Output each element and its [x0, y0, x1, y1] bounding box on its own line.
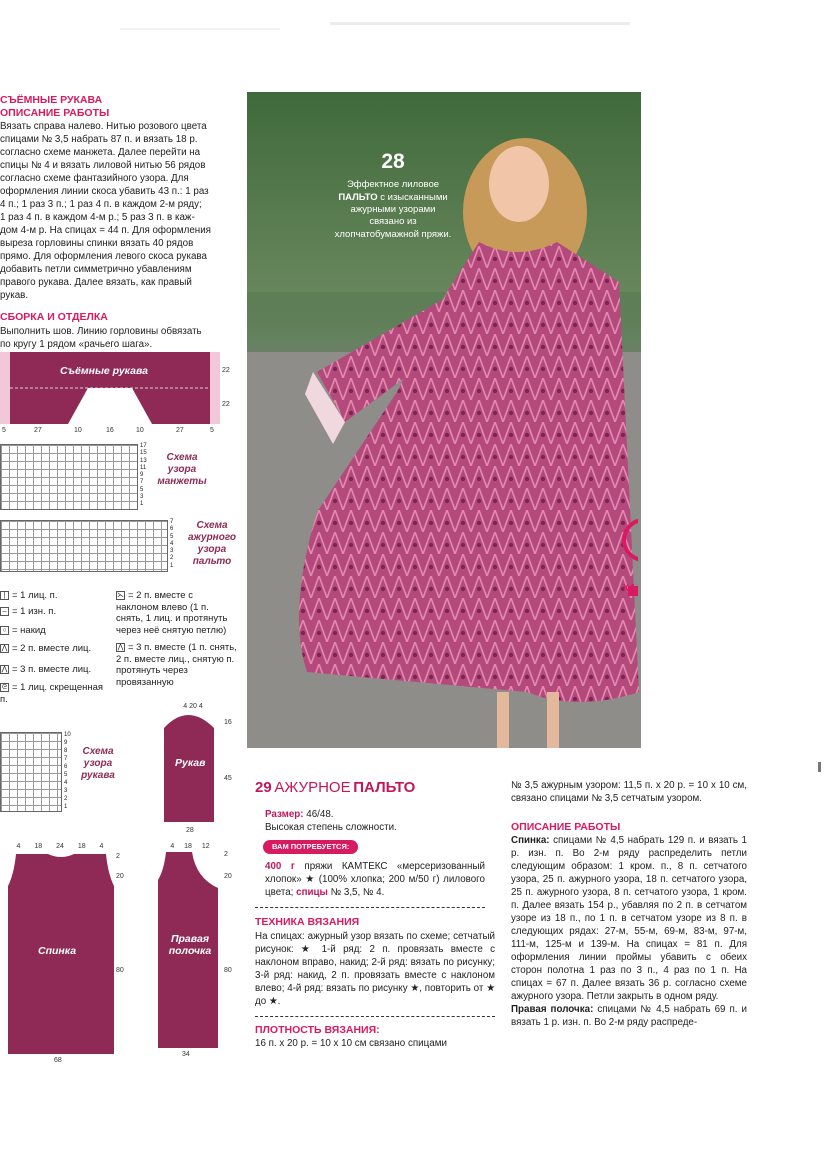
lace-chart-grid: [0, 520, 168, 572]
ssk-symbol-icon: ⋋: [117, 591, 124, 599]
yarn-over-symbol-icon: ○: [0, 626, 9, 635]
sleeve-desc: Вязать справа налево. Нитью розового цвета спицами № 3,5 набрать 87 п. и вязать 18 р. согласно схеме манжета. Далее перейти на спицы № 4 и вязать лиловой нитью 56 рядов согласно схеме фантазийного узора. Для оформления линии скоса убавить 43 п.: 1 раз 4 п.; 1 раз 3 п.; 1 раз 4 п. в каждом 2-м ряду; 1 раз 4 п. в каждом 4-м р.; 5 раз 3 п. в каж- дом 4-м р. На спицах = 44 п. Для оформления выреза горловины спинки вязать 40 рядов прямо. Для оформления левого скоса рукава добавить петли симметрично убавлениям правого рукава. Далее вязать, как правый рукав.: [0, 121, 211, 302]
lace-chart-row-numbers: 7 6 5 4 3 2 1: [170, 519, 174, 569]
heading-sleeves: СЪЁМНЫЕ РУКАВА: [0, 94, 103, 106]
legend-item: ⋋ = 2 п. вместе с наклоном влево (1 п. снять, 1 лиц. и протянуть через неё снятую петлю): [116, 590, 228, 636]
materials: 400 г пряжи КАМТЕКС «мерсеризованный хлопок» ★ (100% хлопка; 200 м/50 г) лилового цвета; спицы № 3,5, № 4.: [265, 861, 485, 899]
sleeve-chart-label: Схема узора рукава: [81, 746, 115, 781]
legend-item: ⋀ = 3 п. вместе (1 п. снять, 2 п. вместе лиц., снятую п. протянуть через провязанную: [116, 642, 237, 688]
article-column-2: [511, 779, 747, 1029]
difficulty: Высокая степень сложности.: [265, 822, 397, 834]
sk2p-symbol-icon: ⋀: [117, 643, 124, 651]
model-photo: [247, 92, 641, 748]
front-instructions: Правая полочка: спицами № 4,5 набрать 69 п. и вязать 1 р. изн. п. Во 2-м ряду распреде-: [511, 1004, 747, 1029]
cuff-chart-label: Схема узора манжеты: [157, 452, 207, 487]
sleeve-schematic: Съёмные рукава 5 27 10 16 10 27 5 22 22: [0, 352, 230, 432]
photo-caption: 28 Эффектное лиловое ПАЛЬТО с изысканными ажурными узорами связано из хлопчатобумажной пряжи.: [334, 150, 452, 240]
legend-item: ⋀ = 2 п. вместе лиц.: [1, 643, 92, 654]
left-description: [0, 94, 236, 351]
k3tog-symbol-icon: ⋀: [1, 665, 8, 673]
twisted-stitch-symbol-icon: ᘓ: [0, 683, 9, 692]
assembly-desc: Выполнить шов. Линию горловины обвязать по кругу 1 рядом «рачьего шага».: [0, 325, 202, 350]
density-cont: № 3,5 ажурным узором: 11,5 п. х 20 р. = 10 х 10 см, связано спицами № 3,5 сетчатым узором.: [511, 780, 747, 805]
sleeve-piece-label: Съёмные рукава: [60, 365, 148, 377]
knit-symbol-icon: |: [0, 591, 9, 600]
sleeve-chart-grid: [0, 732, 62, 812]
scan-artifacts: [0, 0, 830, 40]
back-instructions: Спинка: спицами № 4,5 набрать 129 п. и вязать 1 р. изн. п. Во 2-м ряду распределить петли следующим образом: 1 кром. п., 8 п. сетчатого узора, 25 п. ажурного узора, 18 п. сетчатого узора, 25 п. ажурного узора, 8 п. сетчатого узора, 1 кром. п. Далее вязать 154 р., убавляя по 2 п. в сетчатом узоре из 18 п., по 1 п. в сетчатом узоре из 8 п. в следующих рядах: 27-м, 55-м, 69-м, 83-м, 97-м, 111-м, 125-м и 139-м. На спицах = 81 п. Для оформления линии проймы убавить с обеих сторон полотна 1 раз по 3 п., 4 раз по 1 п. На спицах = 67 п. Далее вязать 36 р. согласно схеме ажурного узора. Петли закрыть в одном ряду.: [511, 835, 747, 1003]
cuff-chart-row-numbers: 17 15 13 11 9 7 5 3 1: [140, 443, 147, 508]
density-text: 16 п. х 20 р. = 10 х 10 см связано спицами: [255, 1037, 447, 1049]
article-column-1: [255, 778, 495, 1050]
k2tog-symbol-icon: ⋀: [1, 644, 8, 652]
heading-work-desc: ОПИСАНИЕ РАБОТЫ: [0, 107, 110, 120]
back-label: Спинка: [38, 945, 77, 957]
heading-assembly: СБОРКА И ОТДЕЛКА: [0, 311, 108, 324]
legend-item: ⋀ = 3 п. вместе лиц.: [1, 664, 92, 675]
lace-chart-label: Схема ажурного узора пальто: [187, 520, 237, 567]
need-badge: ВАМ ПОТРЕБУЕТСЯ:: [263, 840, 358, 854]
brand-fragment-text: КА: [623, 583, 637, 594]
work-heading: ОПИСАНИЕ РАБОТЫ: [511, 821, 621, 834]
legend-item: – = 1 изн. п.: [0, 606, 110, 618]
legend-item: ᘓ = 1 лиц. скрещенная п.: [0, 682, 104, 705]
purl-symbol-icon: –: [0, 607, 9, 616]
sleeve-chart-row-numbers: 10 9 8 7 6 5 4 3 2 1: [64, 732, 71, 810]
technique-heading: ТЕХНИКА ВЯЗАНИЯ: [255, 916, 360, 929]
article-title: 29 АЖУРНОЕ ПАЛЬТО: [255, 779, 416, 796]
density-heading: ПЛОТНОСТЬ ВЯЗАНИЯ:: [255, 1023, 380, 1036]
legend-item: | = 1 лиц. п.: [0, 590, 110, 602]
front-label: Правая полочка: [168, 933, 212, 957]
size-line: Размер: 46/48.: [265, 809, 334, 821]
scan-mark: [818, 762, 821, 772]
technique-text: На спицах: ажурный узор вязать по схеме; сетчатый рисунок: ★ 1-й ряд: 2 п. провязать вместе с наклоном вправо, накид; 2-й ряд: вязать по рисунку; 3-й ряд: накид, 2 п. провязать вместе с наклоном влево; 4-й ряд: вязать по рисунку ★, повторить от ★ до ★.: [255, 930, 495, 1007]
legend-item: ○ = накид: [0, 625, 110, 637]
cuff-chart-grid: [0, 444, 138, 510]
photo-number: 28: [381, 150, 405, 173]
sleeve-label: Рукав: [175, 757, 206, 769]
